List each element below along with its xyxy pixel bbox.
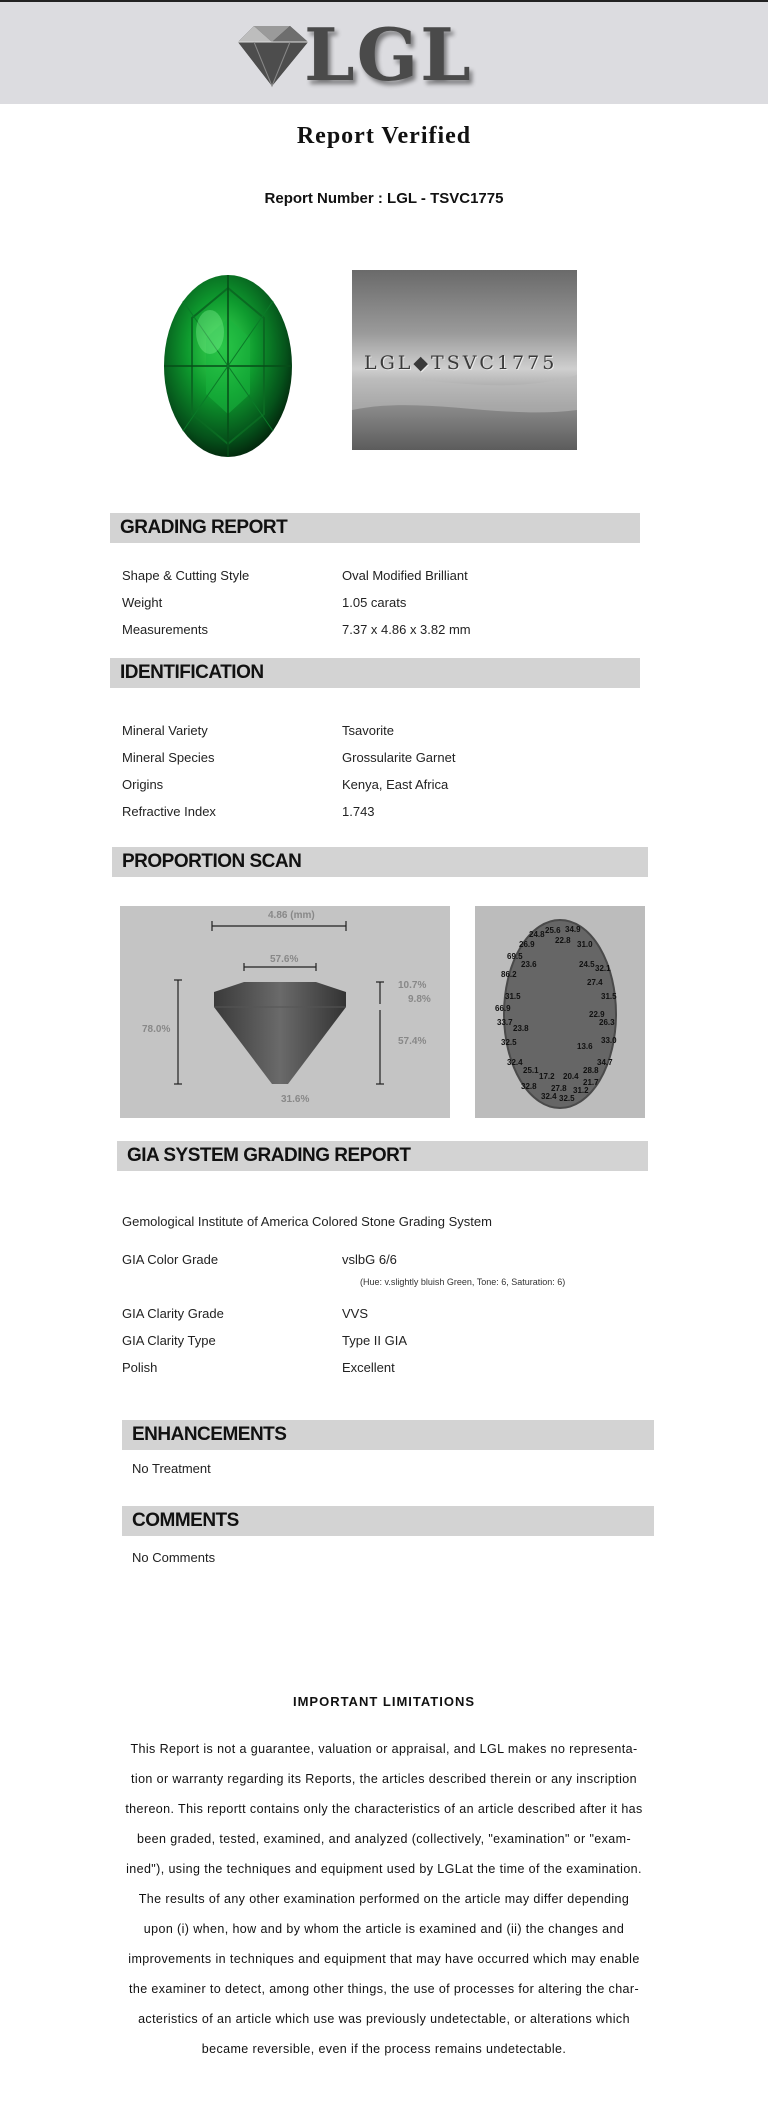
proportion-scan-header: PROPORTION SCAN [112, 847, 648, 877]
grading-label-measurements: Measurements [122, 622, 208, 637]
inscription-photo [352, 270, 577, 450]
oval-value: 34.9 [565, 925, 581, 934]
diamond-logo-icon [232, 20, 312, 90]
logo-text: LGL [304, 12, 473, 97]
oval-value: 32.5 [501, 1038, 517, 1047]
grading-label-weight: Weight [122, 595, 163, 610]
lgl-logo[interactable] [232, 12, 492, 97]
grading-value-weight: 1.05 carats [342, 595, 407, 610]
oval-value: 69.5 [507, 952, 523, 961]
id-label-variety: Mineral Variety [122, 723, 208, 738]
limitations-line: upon (i) when, how and by whom the article is examined and (ii) the changes and [143, 1922, 625, 1936]
oval-value: 24.8 [529, 930, 545, 939]
id-value-variety: Tsavorite [342, 723, 395, 738]
limitations-line: This Report is not a guarantee, valuation or appraisal, and LGL makes no representa- [130, 1742, 638, 1756]
oval-value: 23.8 [513, 1024, 529, 1033]
limitations-line: The results of any other examination performed on the article may differ depending [138, 1892, 630, 1906]
oval-value: 31.5 [505, 992, 521, 1001]
limitations-line: been graded, tested, examined, and analyzed (collectively, "examination" or "exam- [136, 1832, 632, 1846]
site-header [0, 2, 768, 104]
pavilion-label: 57.4% [398, 1036, 427, 1047]
limitations-body [118, 1734, 650, 2064]
comments-header: COMMENTS [122, 1506, 654, 1536]
profile-scan-diagram [120, 906, 450, 1118]
grading-report-header: GRADING REPORT [110, 513, 640, 543]
oval-value: 32.1 [595, 964, 611, 973]
oval-value: 26.9 [519, 940, 535, 949]
oval-value: 66.9 [495, 1004, 511, 1013]
oval-value: 33.7 [497, 1018, 513, 1027]
oval-value: 86.2 [501, 970, 517, 979]
limitations-line: the examiner to detect, among other things, the use of processes for altering the char- [128, 1982, 640, 1996]
limitations-line: became reversible, even if the process remains undetectable. [201, 2042, 567, 2056]
width-label: 4.86 (mm) [268, 910, 315, 921]
gia-system-text: Gemological Institute of America Colored Stone Grading System [122, 1214, 492, 1229]
gia-color-note: (Hue: v.slightly bluish Green, Tone: 6, Saturation: 6) [360, 1277, 566, 1287]
table-label: 57.6% [270, 954, 299, 965]
depth-label: 78.0% [142, 1024, 171, 1035]
limitations-line: improvements in techniques and equipment that may have occurred which may enable [128, 1952, 640, 1966]
oval-value: 32.4 [507, 1058, 523, 1067]
oval-value: 22.9 [589, 1010, 605, 1019]
gia-value-polish: Excellent [342, 1360, 395, 1375]
identification-header: IDENTIFICATION [110, 658, 640, 688]
oval-value: 34.7 [597, 1058, 613, 1067]
comments-text: No Comments [132, 1550, 216, 1565]
oval-value: 22.8 [555, 936, 571, 945]
oval-value: 27.4 [587, 978, 603, 987]
gia-value-color: vslbG 6/6 [342, 1252, 397, 1267]
oval-value: 27.8 [551, 1084, 567, 1093]
oval-value: 23.6 [521, 960, 537, 969]
enhancements-text: No Treatment [132, 1461, 211, 1476]
gia-value-clarity-type: Type II GIA [342, 1333, 408, 1348]
limitations-line: ined"), using the techniques and equipment used by LGLat the time of the examination. [126, 1862, 642, 1876]
oval-value: 32.4 [541, 1092, 557, 1101]
oval-value: 31.5 [601, 992, 617, 1001]
gia-label-color: GIA Color Grade [122, 1252, 219, 1267]
oval-scan-diagram [475, 906, 645, 1118]
page-title: Report Verified [296, 123, 472, 149]
id-label-ri: Refractive Index [122, 804, 216, 819]
culet-label: 31.6% [281, 1094, 310, 1105]
limitations-line: thereon. This reportt contains only the characteristics of an article described after it has [125, 1802, 643, 1816]
oval-value: 31.0 [577, 940, 593, 949]
limitations-heading: IMPORTANT LIMITATIONS [292, 1694, 476, 1709]
gia-report-header: GIA SYSTEM GRADING REPORT [117, 1141, 648, 1171]
grading-value-measurements: 7.37 x 4.86 x 3.82 mm [342, 622, 471, 637]
gia-label-polish: Polish [122, 1360, 158, 1375]
oval-value: 32.8 [521, 1082, 537, 1091]
oval-value: 24.5 [579, 960, 595, 969]
oval-value: 25.6 [545, 926, 561, 935]
report-number: Report Number : LGL - TSVC1775 [264, 190, 504, 207]
oval-value: 32.5 [559, 1094, 575, 1103]
oval-value: 31.2 [573, 1086, 589, 1095]
id-value-ri: 1.743 [342, 804, 375, 819]
enhancements-header: ENHANCEMENTS [122, 1420, 654, 1450]
gia-label-clarity: GIA Clarity Grade [122, 1306, 224, 1321]
id-label-species: Mineral Species [122, 750, 215, 765]
id-label-origins: Origins [122, 777, 164, 792]
tsavorite-gem-image [134, 268, 324, 464]
id-value-origins: Kenya, East Africa [342, 777, 449, 792]
grading-label-shape: Shape & Cutting Style [122, 568, 250, 583]
oval-value: 26.3 [599, 1018, 615, 1027]
oval-value: 21.7 [583, 1078, 599, 1087]
oval-value: 25.1 [523, 1066, 539, 1075]
oval-value: 13.6 [577, 1042, 593, 1051]
crown-label: 10.7% [398, 980, 427, 991]
inscription-text: LGL◆TSVC1775 [364, 352, 558, 374]
limitations-line: tion or warranty regarding its Reports, the articles described therein or any inscription [131, 1772, 637, 1786]
profile-diagram-svg [120, 906, 450, 1118]
oval-value: 20.4 [563, 1072, 579, 1081]
gia-label-clarity-type: GIA Clarity Type [122, 1333, 216, 1348]
limitations-line: acteristics of an article which use was previously undetectable, or alterations which [138, 2012, 630, 2026]
girdle-label: 9.8% [408, 994, 431, 1005]
gem-photo [134, 268, 324, 464]
oval-value: 28.8 [583, 1066, 599, 1075]
oval-value: 17.2 [539, 1072, 555, 1081]
id-value-species: Grossularite Garnet [342, 750, 456, 765]
grading-value-shape: Oval Modified Brilliant [342, 568, 468, 583]
oval-value: 33.0 [601, 1036, 617, 1045]
gia-value-clarity: VVS [342, 1306, 369, 1321]
